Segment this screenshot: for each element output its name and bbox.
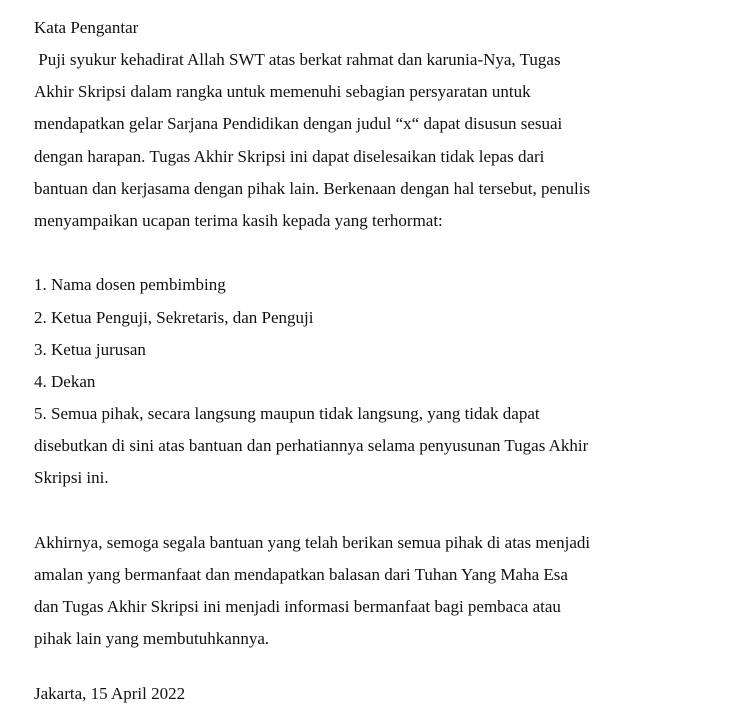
list-item: 5. Semua pihak, secara langsung maupun tidak langsung, yang tidak dapat (34, 404, 540, 424)
paragraph-line: menyampaikan ucapan terima kasih kepada yang terhormat: (34, 210, 443, 230)
paragraph-line: dan Tugas Akhir Skripsi ini menjadi informasi bermanfaat bagi pembaca atau (34, 597, 561, 617)
list-item: 2. Ketua Penguji, Sekretaris, dan Penguji (34, 307, 314, 327)
list-item-continuation: disebutkan di sini atas bantuan dan perhatiannya selama penyusunan Tugas Akhir (34, 436, 589, 456)
acknowledgement-list (34, 269, 714, 494)
paragraph-line: Akhir Skripsi dalam rangka untuk memenuhi sebagian persyaratan untuk (34, 82, 531, 102)
document-title: Kata Pengantar (34, 18, 139, 37)
list-item: 1. Nama dosen pembimbing (34, 275, 226, 295)
list-item-continuation: Skripsi ini. (34, 468, 109, 488)
blank-line (34, 237, 714, 269)
paragraph-line: dengan harapan. Tugas Akhir Skripsi ini dapat diselesaikan tidak lepas dari (34, 146, 545, 166)
paragraph-line: Puji syukur kehadirat Allah SWT atas berkat rahmat dan karunia-Nya, Tugas (34, 50, 561, 69)
paragraph-line: Akhirnya, semoga segala bantuan yang telah berikan semua pihak di atas menjadi (34, 532, 591, 552)
paragraph-line: mendapatkan gelar Sarjana Pendidikan dengan judul “x“ dapat disusun sesuai (34, 114, 563, 134)
closing-paragraph (34, 527, 714, 656)
place-date: Jakarta, 15 April 2022 (34, 683, 186, 703)
list-item: 3. Ketua jurusan (34, 339, 146, 359)
blank-line (34, 495, 714, 527)
paragraph-line: bantuan dan kerjasama dengan pihak lain. Berkenaan dengan hal tersebut, penulis (34, 178, 591, 198)
blank-line (34, 656, 714, 678)
paragraph-line: pihak lain yang membutuhkannya. (34, 629, 270, 649)
intro-paragraph (34, 44, 714, 237)
list-item: 4. Dekan (34, 371, 96, 391)
document-page (34, 12, 714, 710)
paragraph-line: amalan yang bermanfaat dan mendapatkan balasan dari Tuhan Yang Maha Esa (34, 565, 568, 584)
